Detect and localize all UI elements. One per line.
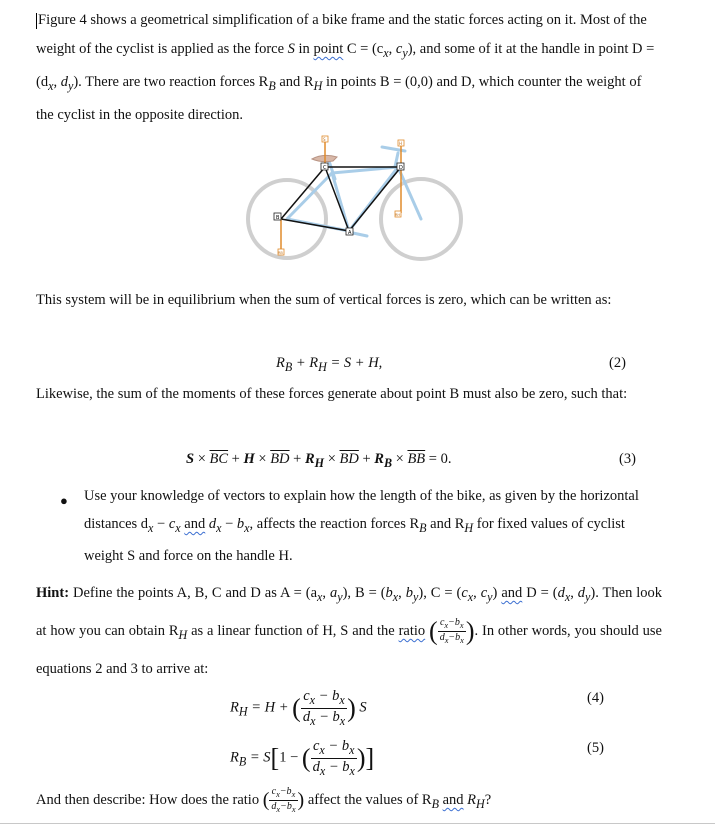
hint-paragraph: Hint: Define the points A, B, C and D as $A = (a_x$, $a_y$), $B = (b_x$, $b_y$), $C = (c_x$, $c_y$) and $D = (d_x$, $d_y$). Then look at how you can obtain $R_H$ as a linear function of H, S and the ratio ( $\frac{c_x-b_x}{d_x-b_x}$ ). In other words, you should use equations 2 and 3 to arrive at: (36, 585, 663, 677)
equation-5-number: (5) (587, 740, 604, 756)
equation-3-number: (3) (619, 451, 636, 467)
label-RH: RH (395, 213, 401, 217)
intro-paragraph: Figure 4 shows a geometrical simplification of a bike frame and the static forces acting on it. Most of the weight of the cyclist is applied as the force S in point $C = (c_x$, $c_y$), and some of it at the handle in point $D = (d_x$, $d_y$). There are two reaction forces $R_B$ and $R_H$ in points B = (0,0) and D, which counter the weight of the cyclist in the opposite direction. (36, 12, 655, 123)
bike-frame-figure (245, 133, 467, 265)
label-D: D (399, 165, 403, 171)
bullet-marker: ● (60, 493, 68, 508)
moments-paragraph: Likewise, the sum of the moments of these forces generate about point B must also be zero, such that: (36, 386, 628, 402)
equation-4-number: (4) (587, 690, 604, 706)
equilibrium-paragraph: This system will be in equilibrium when the sum of vertical forces is zero, which can be written as: (36, 292, 612, 308)
label-C: C (323, 165, 327, 171)
equation-2: $R_B + R_H = S + H$, (276, 355, 383, 374)
label-S: S (323, 137, 326, 142)
page-bottom-border (0, 823, 715, 824)
equation-3: $S \times \overline{BC} + H \times \overline{BD} + R_H \times \overline{BD} + R_B \times \overline{BB} = 0$. (186, 451, 452, 470)
label-H: H (399, 141, 403, 146)
final-question: And then describe: How does the ratio ( $\frac{c_x-b_x}{d_x-b_x}$ ) affect the values of $R_B$ and $R_H$? (36, 786, 492, 815)
text-cursor (36, 13, 37, 29)
equation-4: $R_H = H$ + ( $\frac{c_x - b_x}{d_x - b_x}$ ) S (230, 688, 367, 728)
bullet-question: Use your knowledge of vectors to explain how the length of the bike, as given by the horizontal distances $d_x - c_x$ and $d_x - b_x$, affects the reaction forces $R_B$ and $R_H$ for fixed values of cyclist weight S and force on the handle H. (84, 488, 639, 564)
label-RB: RB (278, 251, 283, 255)
label-A: A (348, 230, 352, 236)
equation-2-number: (2) (609, 355, 626, 371)
label-B: B (276, 215, 280, 221)
equation-5: $R_B = S[1$ − ( $\frac{c_x - b_x}{d_x - b_x}$ )] (230, 738, 375, 778)
